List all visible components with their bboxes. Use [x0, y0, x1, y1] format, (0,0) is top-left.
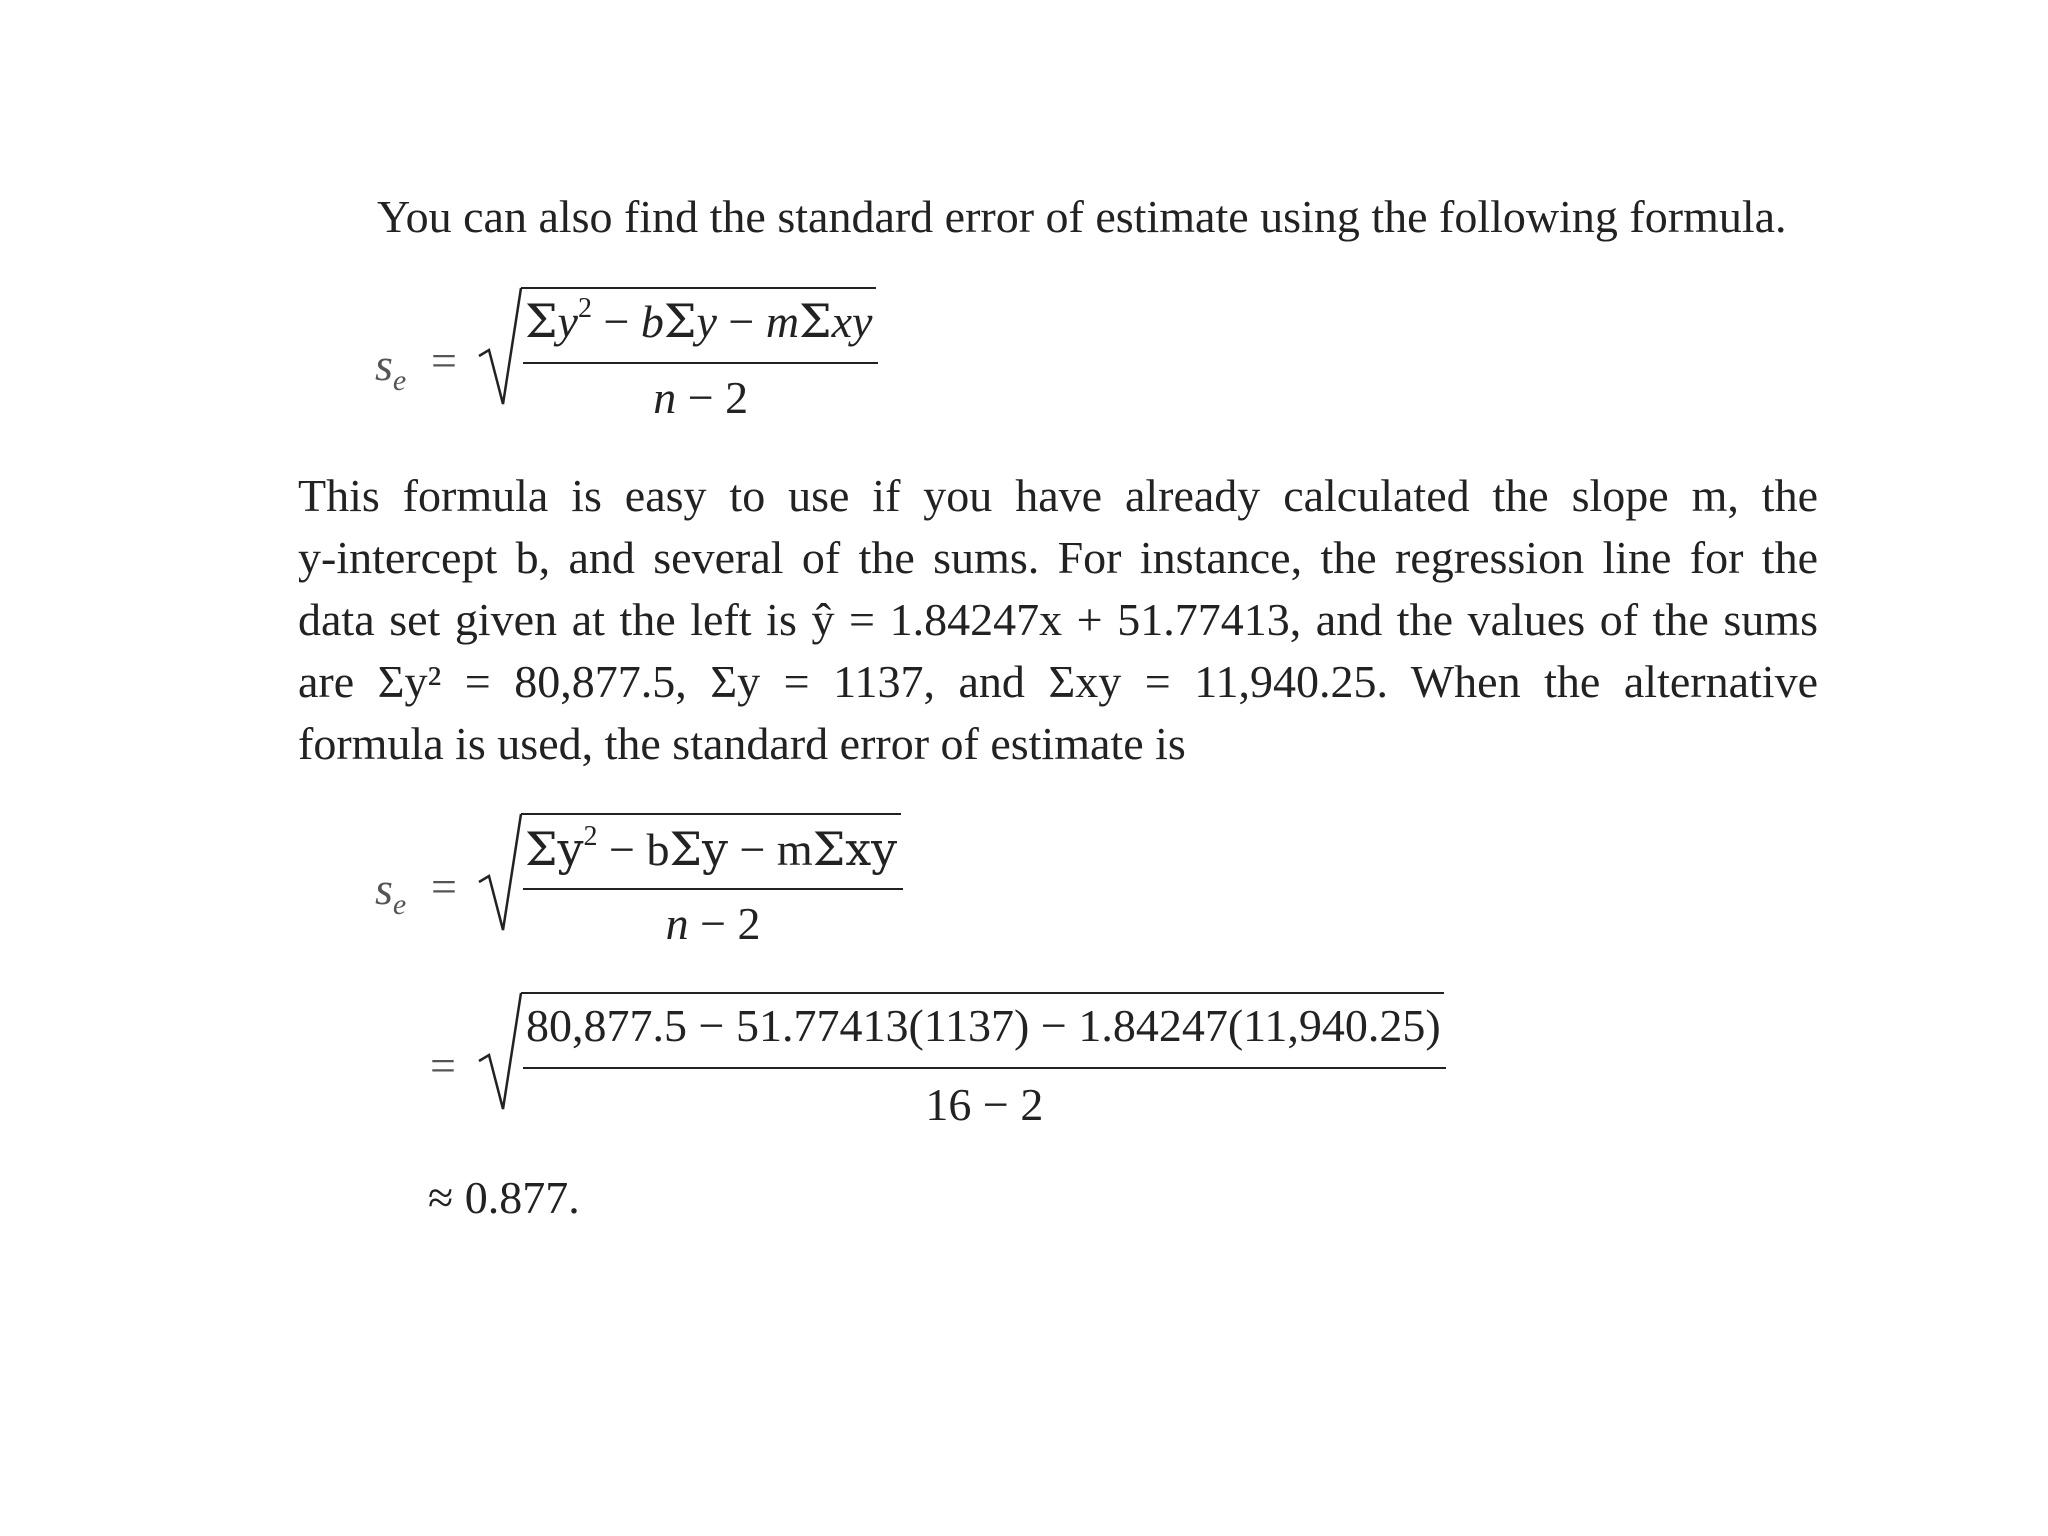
formula-3-equals: =	[430, 1040, 456, 1091]
formula-1-lhs: $s_e$	[375, 339, 407, 398]
paragraph-line-1: This formula is easy to use if you have already calculated the slope m, the	[298, 470, 1818, 521]
formula-2	[375, 806, 975, 956]
radical-sign-2	[477, 812, 523, 936]
formula-2-denominator: n − 2	[665, 898, 761, 949]
result-value: 0.877.	[464, 1172, 580, 1223]
approx-sign: ≈	[428, 1172, 454, 1223]
body-paragraph	[298, 465, 1818, 775]
formula-1-denominator: n − 2	[653, 372, 749, 423]
formula-1-numerator: $\Sigma y^2 - b\Sigma y - m\Sigma xy$	[525, 292, 873, 348]
radical-sign-1	[477, 286, 523, 410]
paragraph-line-3: data set given at the left is ŷ = 1.84247x + 51.77413, and the values of the sums	[298, 594, 1818, 645]
formula-1	[375, 280, 975, 430]
intro-text: You can also find the standard error of estimate using the following formula.	[377, 191, 1787, 242]
paragraph-line-4: are Σy² = 80,877.5, Σy = 1137, and Σxy = 11,940.25. When the alternative	[298, 656, 1818, 707]
paragraph-line-5: formula is used, the standard error of estimate is	[298, 718, 1186, 769]
formula-2-lhs: $s_e$	[375, 863, 407, 922]
result-line	[428, 1172, 580, 1223]
formula-3-numerator: 80,877.5 − 51.77413(1137) − 1.84247(11,940.25)	[526, 1000, 1441, 1051]
formula-3	[430, 985, 1530, 1135]
radical-sign-3	[477, 991, 523, 1115]
formula-1-equals: =	[431, 335, 457, 386]
formula-3-denominator: 16 − 2	[925, 1079, 1044, 1130]
paragraph-line-2: y-intercept b, and several of the sums. For instance, the regression line for the	[298, 532, 1818, 583]
formula-2-equals: =	[431, 861, 457, 912]
formula-2-numerator: $\Sigma y^2 - b\Sigma y - m\Sigma xy$	[525, 820, 898, 876]
